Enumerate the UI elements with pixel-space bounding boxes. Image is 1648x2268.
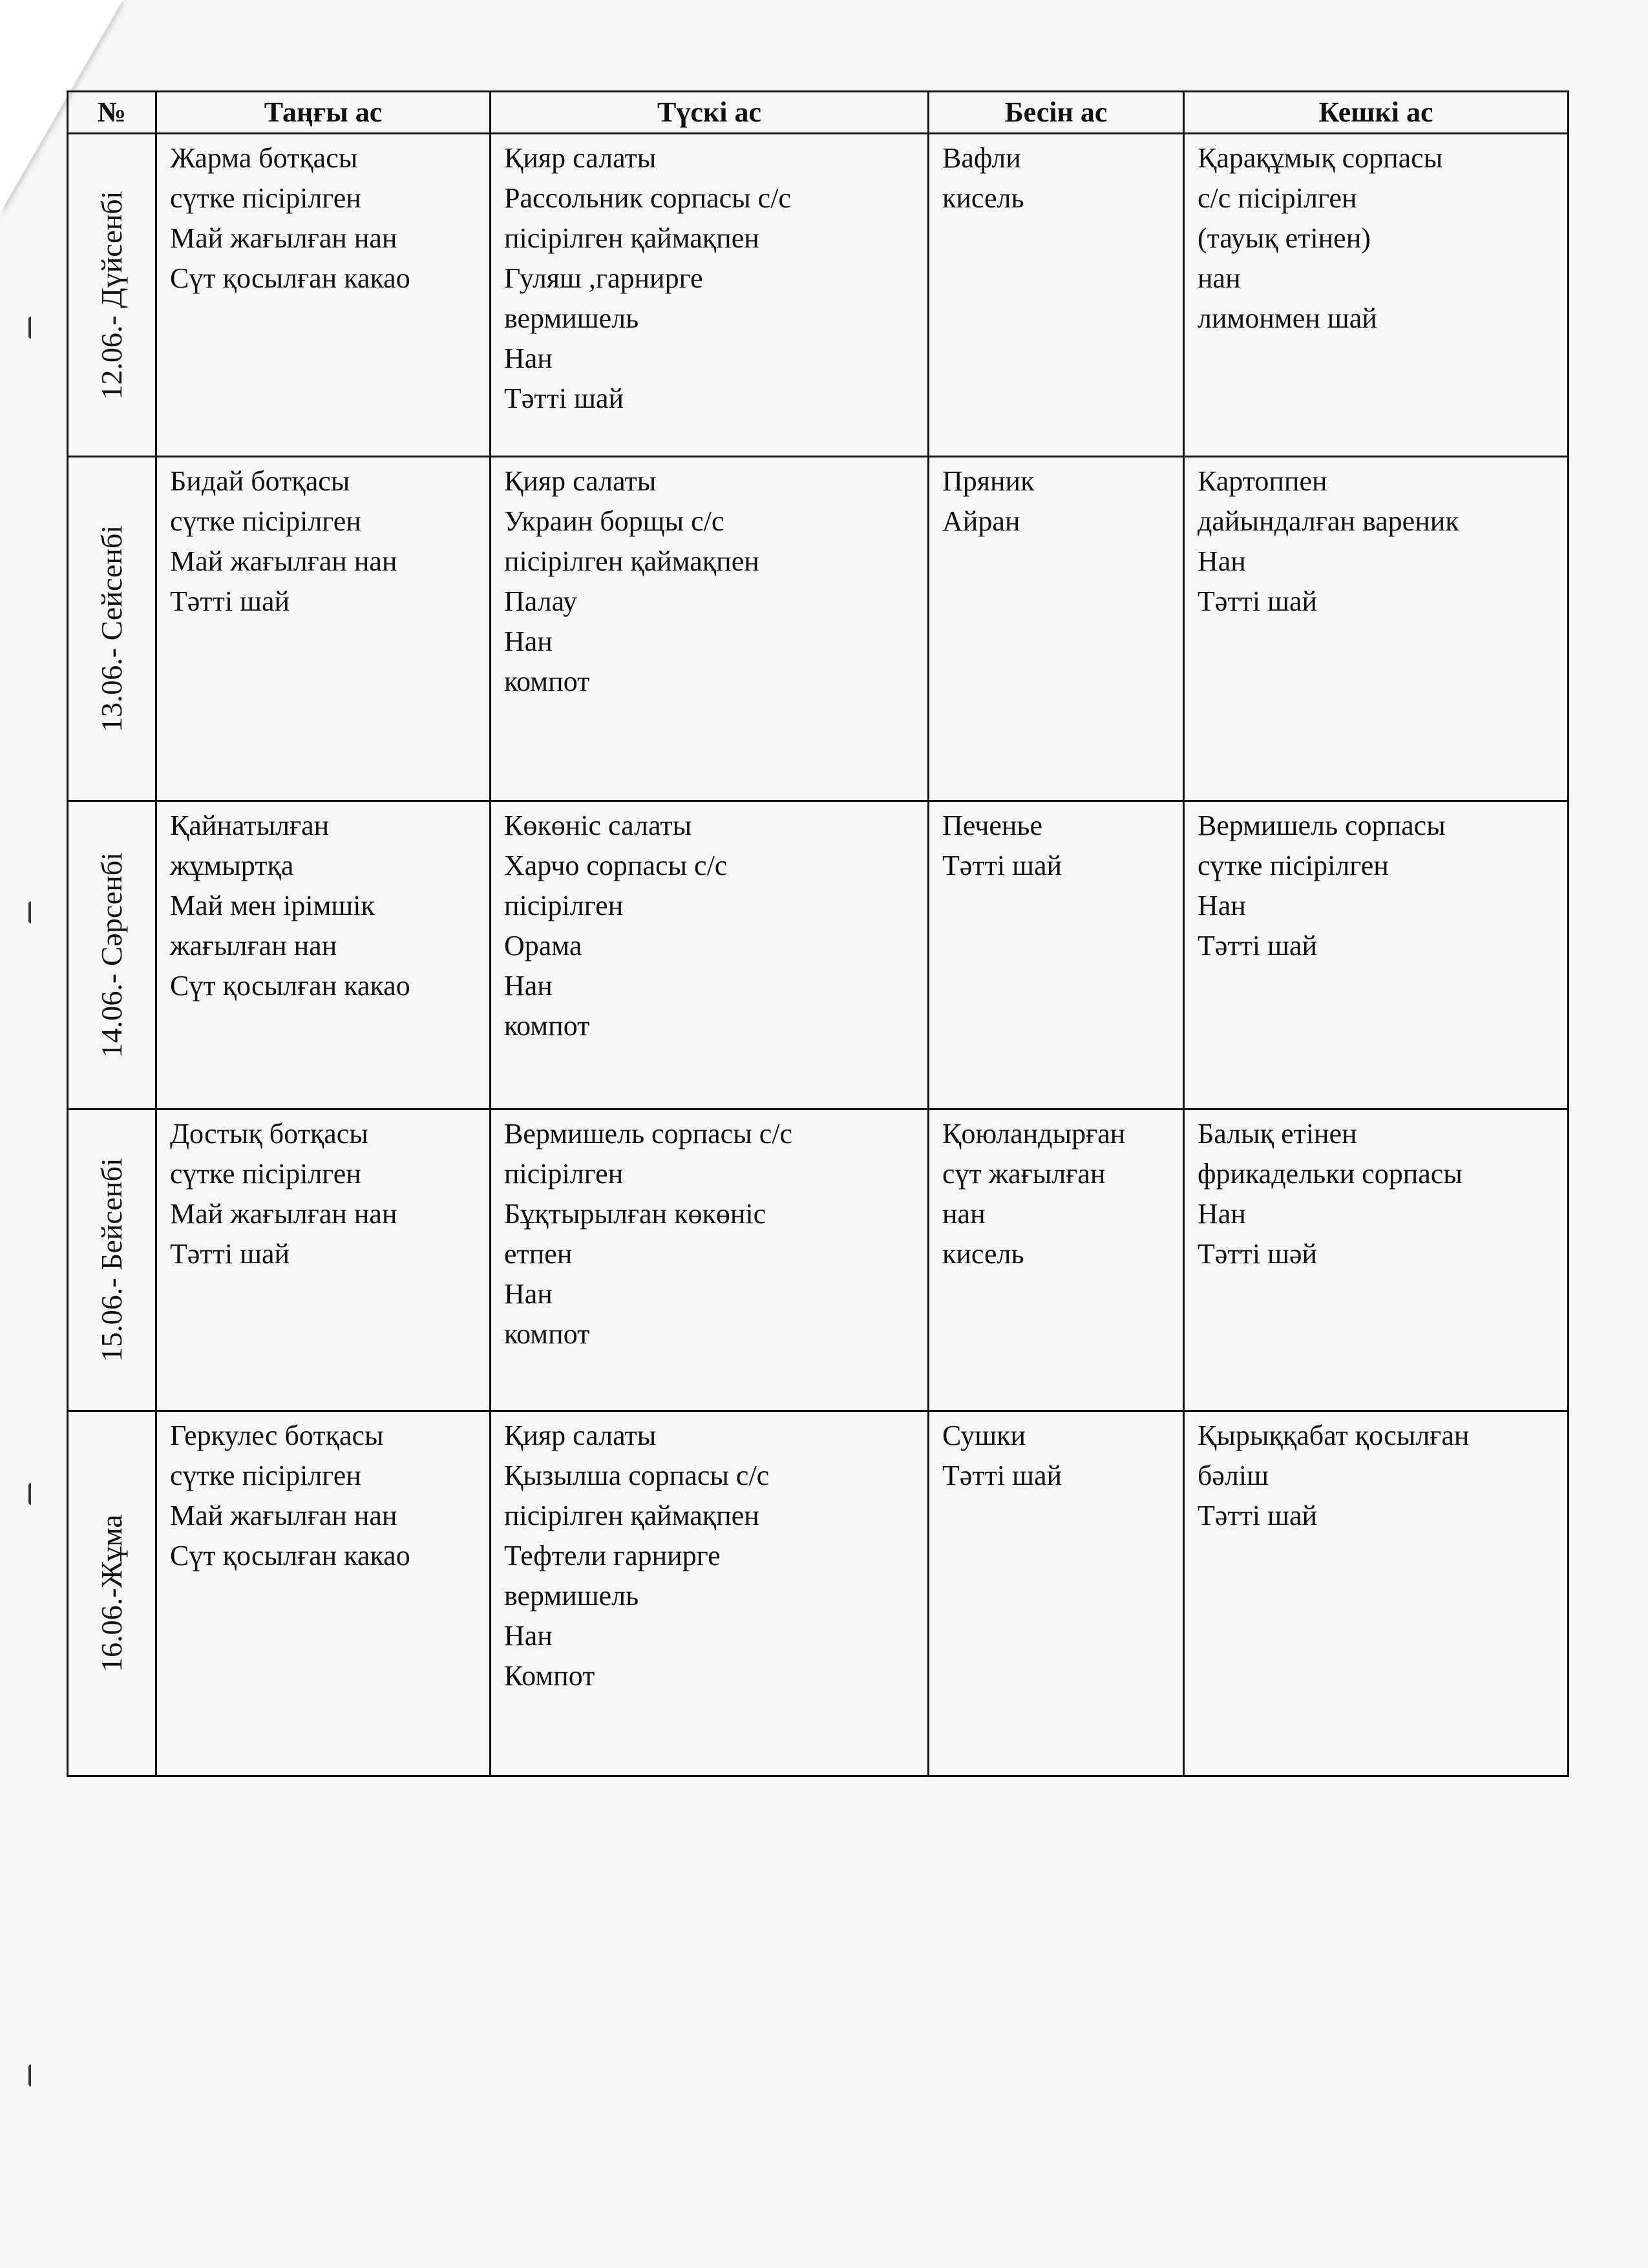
lunch-cell xyxy=(491,1411,929,1776)
menu-item: вермишель xyxy=(504,1580,639,1612)
punch-hole-mark xyxy=(28,2064,37,2086)
menu-item: Сушки xyxy=(942,1420,1026,1451)
menu-item: Нан xyxy=(504,970,553,1002)
menu-item: Гуляш ,гарнирге xyxy=(504,262,703,294)
menu-item: сүтке пісірілген xyxy=(1198,850,1389,881)
menu-item: Қоюландырған xyxy=(942,1118,1126,1150)
menu-item: Май мен ірімшік xyxy=(170,890,375,921)
dinner-cell xyxy=(1184,457,1569,801)
snack-cell xyxy=(929,801,1184,1109)
menu-item: компот xyxy=(504,1010,590,1042)
menu-item: Нан xyxy=(504,625,553,657)
menu-item: Пряник xyxy=(942,465,1035,497)
menu-item: Орама xyxy=(504,930,582,961)
menu-item: бәліш xyxy=(1198,1460,1269,1491)
menu-item: (тауық етінен) xyxy=(1198,222,1371,254)
menu-item: Көкөніс салаты xyxy=(504,810,692,841)
menu-item: Тәтті шай xyxy=(170,1238,290,1270)
menu-item: Тәтті шай xyxy=(504,383,624,414)
menu-item: Харчо сорпасы с/с xyxy=(504,850,728,881)
menu-item: Тефтели гарнирге xyxy=(504,1540,721,1571)
menu-item: Вермишель сорпасы xyxy=(1198,810,1446,841)
menu-item: Нан xyxy=(1198,545,1246,577)
breakfast-cell xyxy=(156,457,491,801)
menu-item: Бидай ботқасы xyxy=(170,465,350,497)
snack-cell xyxy=(929,134,1184,457)
menu-item: сүтке пісірілген xyxy=(170,1158,361,1190)
menu-item: Нан xyxy=(504,342,553,374)
day-cell xyxy=(68,457,156,801)
table-row xyxy=(68,801,1569,1109)
punch-hole-mark xyxy=(28,317,37,339)
table-row xyxy=(68,1411,1569,1776)
menu-item: дайындалған вареник xyxy=(1198,505,1459,537)
weekly-menu-table xyxy=(67,90,1569,1777)
menu-item: Тәтті шай xyxy=(942,1460,1062,1491)
lunch-cell xyxy=(491,1109,929,1411)
table-row xyxy=(68,457,1569,801)
menu-item: пісірілген қаймақпен xyxy=(504,545,759,577)
dinner-cell xyxy=(1184,1109,1569,1411)
menu-item: сүтке пісірілген xyxy=(170,505,361,537)
menu-item: нан xyxy=(1198,262,1241,294)
menu-item: нан xyxy=(942,1198,986,1230)
day-cell xyxy=(68,801,156,1109)
menu-item: Жарма ботқасы xyxy=(170,142,358,174)
dinner-cell xyxy=(1184,134,1569,457)
menu-item: Компот xyxy=(504,1660,595,1692)
snack-cell xyxy=(929,1411,1184,1776)
menu-item: жағылған нан xyxy=(170,930,337,961)
menu-item: Қырыққабат қосылған xyxy=(1198,1420,1470,1451)
menu-item: Бұқтырылған көкөніс xyxy=(504,1198,766,1230)
menu-item: фрикадельки сорпасы xyxy=(1198,1158,1463,1190)
menu-item: Сүт қосылған какао xyxy=(170,970,410,1002)
dinner-cell xyxy=(1184,801,1569,1109)
menu-item: Балық етінен xyxy=(1198,1118,1357,1150)
lunch-cell xyxy=(491,457,929,801)
menu-item: кисель xyxy=(942,1238,1024,1270)
menu-item: етпен xyxy=(504,1238,573,1270)
menu-item: Нан xyxy=(1198,890,1246,921)
menu-item: Нан xyxy=(504,1620,553,1652)
menu-item: Сүт қосылған какао xyxy=(170,262,410,294)
menu-item: Тәтті шай xyxy=(1198,930,1318,961)
day-label: 12.06.- Дүйсенбі xyxy=(95,190,128,400)
breakfast-cell xyxy=(156,1411,491,1776)
menu-item: Тәтті шай xyxy=(1198,585,1318,617)
header-breakfast: Таңғы ас xyxy=(156,92,491,134)
menu-item: компот xyxy=(504,1318,590,1350)
table-row xyxy=(68,134,1569,457)
punch-hole-mark xyxy=(28,1483,37,1505)
menu-item: Қияр салаты xyxy=(504,1420,657,1451)
day-label: 14.06.- Сәрсенбі xyxy=(95,852,128,1058)
lunch-cell xyxy=(491,134,929,457)
menu-item: с/с пісірілген xyxy=(1198,182,1357,214)
menu-item: Геркулес ботқасы xyxy=(170,1420,384,1451)
menu-item: Тәтті шәй xyxy=(1198,1238,1318,1270)
menu-item: Нан xyxy=(504,1278,553,1310)
menu-item: Рассольник сорпасы с/с xyxy=(504,182,791,214)
header-row xyxy=(68,92,1569,134)
menu-item: кисель xyxy=(942,182,1024,214)
menu-item: Тәтті шай xyxy=(170,585,290,617)
header-lunch: Түскі ас xyxy=(491,92,929,134)
breakfast-cell xyxy=(156,801,491,1109)
menu-item: пісірілген қаймақпен xyxy=(504,1500,759,1531)
day-label: 15.06.- Бейсенбі xyxy=(95,1158,128,1362)
menu-item: Палау xyxy=(504,585,577,617)
menu-item: Қияр салаты xyxy=(504,465,657,497)
menu-item: Май жағылған нан xyxy=(170,1198,397,1230)
menu-item: Достық ботқасы xyxy=(170,1118,368,1150)
table-row xyxy=(68,1109,1569,1411)
menu-item: пісірілген қаймақпен xyxy=(504,222,759,254)
menu-item: лимонмен шай xyxy=(1198,302,1377,334)
snack-cell xyxy=(929,1109,1184,1411)
menu-item: сүт жағылған xyxy=(942,1158,1106,1190)
menu-item: Тәтті шай xyxy=(942,850,1062,881)
day-label: 13.06.- Сейсенбі xyxy=(95,525,128,733)
header-num: № xyxy=(68,92,156,134)
menu-item: Май жағылған нан xyxy=(170,545,397,577)
menu-item: Печенье xyxy=(942,810,1043,841)
menu-item: Вермишель сорпасы с/с xyxy=(504,1118,793,1150)
dinner-cell xyxy=(1184,1411,1569,1776)
breakfast-cell xyxy=(156,134,491,457)
menu-item: Украин борщы с/с xyxy=(504,505,724,537)
day-cell xyxy=(68,1411,156,1776)
menu-item: компот xyxy=(504,666,590,697)
menu-item: Вафли xyxy=(942,142,1021,174)
punch-hole-mark xyxy=(28,901,37,923)
menu-item: Қарақұмық сорпасы xyxy=(1198,142,1443,174)
breakfast-cell xyxy=(156,1109,491,1411)
day-label: 16.06.-Жұма xyxy=(95,1515,128,1672)
menu-item: сүтке пісірілген xyxy=(170,182,361,214)
menu-item: вермишель xyxy=(504,302,639,334)
menu-item: Май жағылған нан xyxy=(170,1500,397,1531)
menu-item: Картоппен xyxy=(1198,465,1327,497)
menu-item: Сүт қосылған какао xyxy=(170,1540,410,1571)
menu-item: Нан xyxy=(1198,1198,1246,1230)
menu-item: Қияр салаты xyxy=(504,142,657,174)
menu-item: сүтке пісірілген xyxy=(170,1460,361,1491)
menu-item: Май жағылған нан xyxy=(170,222,397,254)
menu-item: Тәтті шай xyxy=(1198,1500,1318,1531)
menu-item: Қызылша сорпасы с/с xyxy=(504,1460,770,1491)
day-cell xyxy=(68,1109,156,1411)
header-snack: Бесін ас xyxy=(929,92,1184,134)
menu-item: Айран xyxy=(942,505,1020,537)
menu-item: жұмыртқа xyxy=(170,850,294,881)
lunch-cell xyxy=(491,801,929,1109)
snack-cell xyxy=(929,457,1184,801)
menu-item: пісірілген xyxy=(504,1158,624,1190)
menu-item: Қайнатылған xyxy=(170,810,330,841)
header-dinner: Кешкі ас xyxy=(1184,92,1569,134)
day-cell xyxy=(68,134,156,457)
menu-item: пісірілген xyxy=(504,890,624,921)
